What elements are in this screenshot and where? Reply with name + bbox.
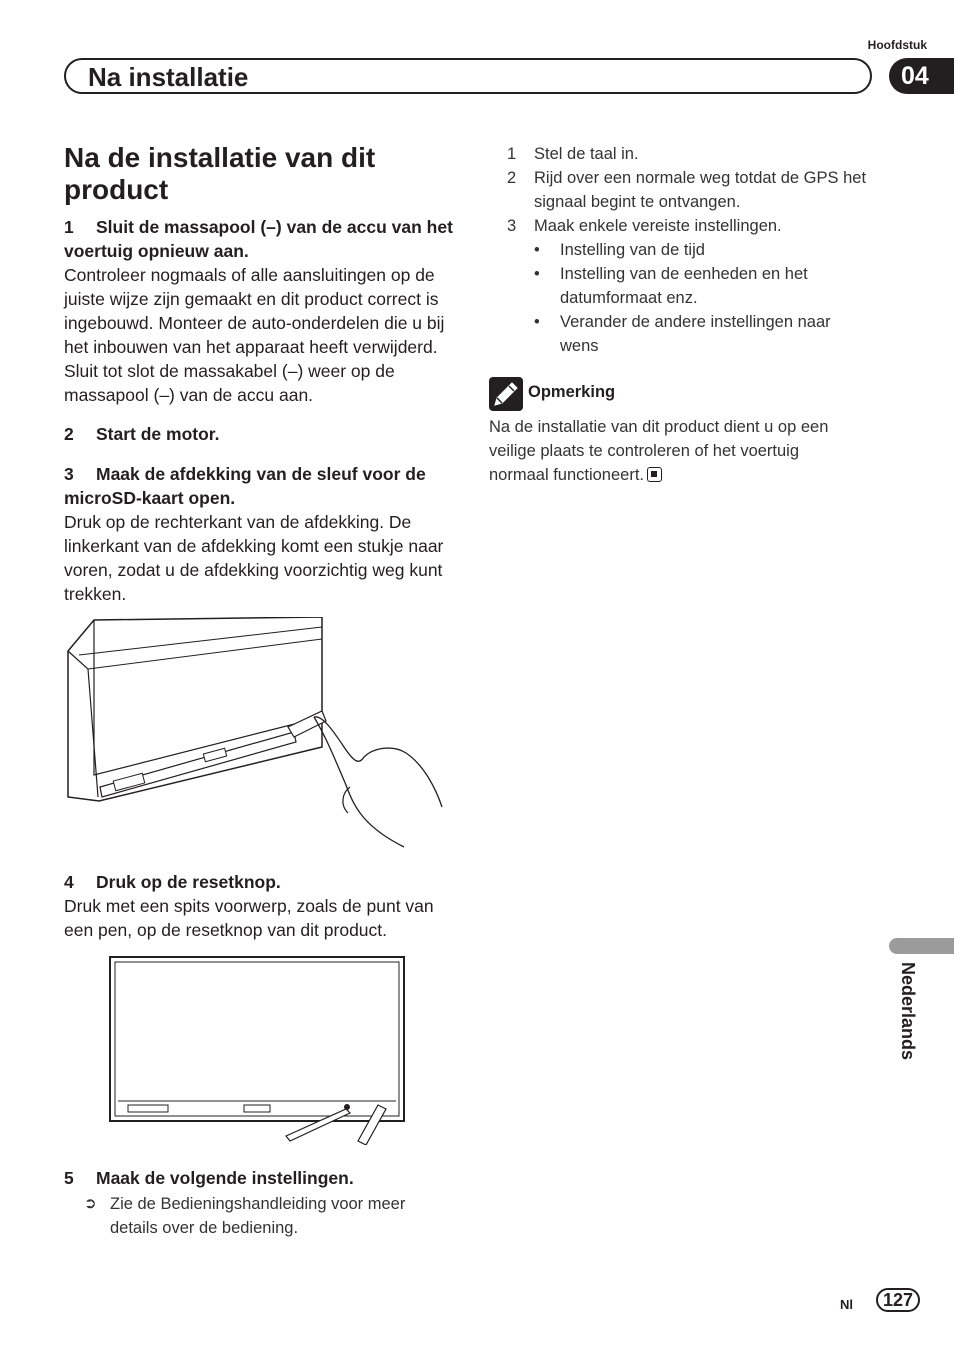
note-title: Opmerking	[528, 383, 616, 401]
bullet-item: • Instelling van de eenheden en het datumformaat enz.	[534, 265, 808, 307]
arrow-right-icon: ➲	[84, 1195, 97, 1212]
section-title: Na installatie	[88, 62, 249, 92]
step-heading: 3 Maak de afdekking van de sleuf voor de microSD-kaart open.	[64, 464, 426, 508]
bullet-item: • Verander de andere instellingen naar wens	[534, 313, 831, 355]
reset-button-illustration	[108, 955, 408, 1145]
step-body: Druk met een spits voorwerp, zoals de punt van een pen, op de resetknop van dit product.	[64, 896, 434, 940]
step-heading: 4 Druk op de resetknop.	[64, 872, 281, 892]
pencil-note-icon	[489, 377, 523, 411]
language-label: Nederlands	[898, 962, 918, 1061]
step-2	[64, 422, 454, 446]
page-number: 127	[876, 1288, 920, 1312]
step-heading: 5 Maak de volgende instellingen.	[64, 1168, 354, 1188]
list-item: 2 Rijd over een normale weg totdat de GPS het signaal begint te ontvangen.	[507, 169, 867, 211]
bullet-item: • Instelling van de tijd	[534, 241, 705, 259]
language-code: Nl	[840, 1297, 853, 1312]
step-body: Druk op de rechterkant van de afdekking. De linkerkant van de afdekking komt een stukje naar voren, zodat u de afdekking voorzichtig weg kunt trekken.	[64, 512, 444, 604]
step-5-note-text: Zie de Bedieningshandleiding voor meer details over de bediening.	[110, 1195, 406, 1237]
step-5-note	[84, 1192, 444, 1240]
step-4	[64, 870, 454, 942]
microsd-cover-illustration	[64, 617, 448, 852]
list-item: 3 Maak enkele vereiste instellingen.	[507, 217, 782, 235]
end-of-section-icon	[647, 467, 662, 482]
chapter-number-badge: 04	[889, 58, 954, 94]
section-header-bar	[64, 58, 872, 94]
page-title: Na de installatie van dit product	[64, 142, 376, 205]
step-heading: 2 Start de motor.	[64, 424, 220, 444]
step-3	[64, 462, 454, 606]
language-tab	[889, 938, 954, 954]
chapter-label: Hoofdstuk	[867, 38, 927, 52]
list-item: 1 Stel de taal in.	[507, 145, 639, 163]
step-5	[64, 1166, 454, 1190]
note-text: Na de installatie van dit product dient u op een veilige plaats te controleren of het voertuig normaal functioneert.	[489, 418, 829, 484]
step-heading: 1 Sluit de massapool (–) van de accu van het voertuig opnieuw aan.	[64, 217, 453, 261]
step-body: Controleer nogmaals of alle aansluitingen op de juiste wijze zijn gemaakt en dit product correct is ingebouwd. Monteer de auto-onderdelen die u bij het inbouwen van het apparaat heeft verwijderd. Sluit tot slot de massakabel (–) weer op de massapool (–) van de accu aan.	[64, 265, 445, 405]
step-1	[64, 215, 454, 407]
note-body	[489, 415, 861, 487]
